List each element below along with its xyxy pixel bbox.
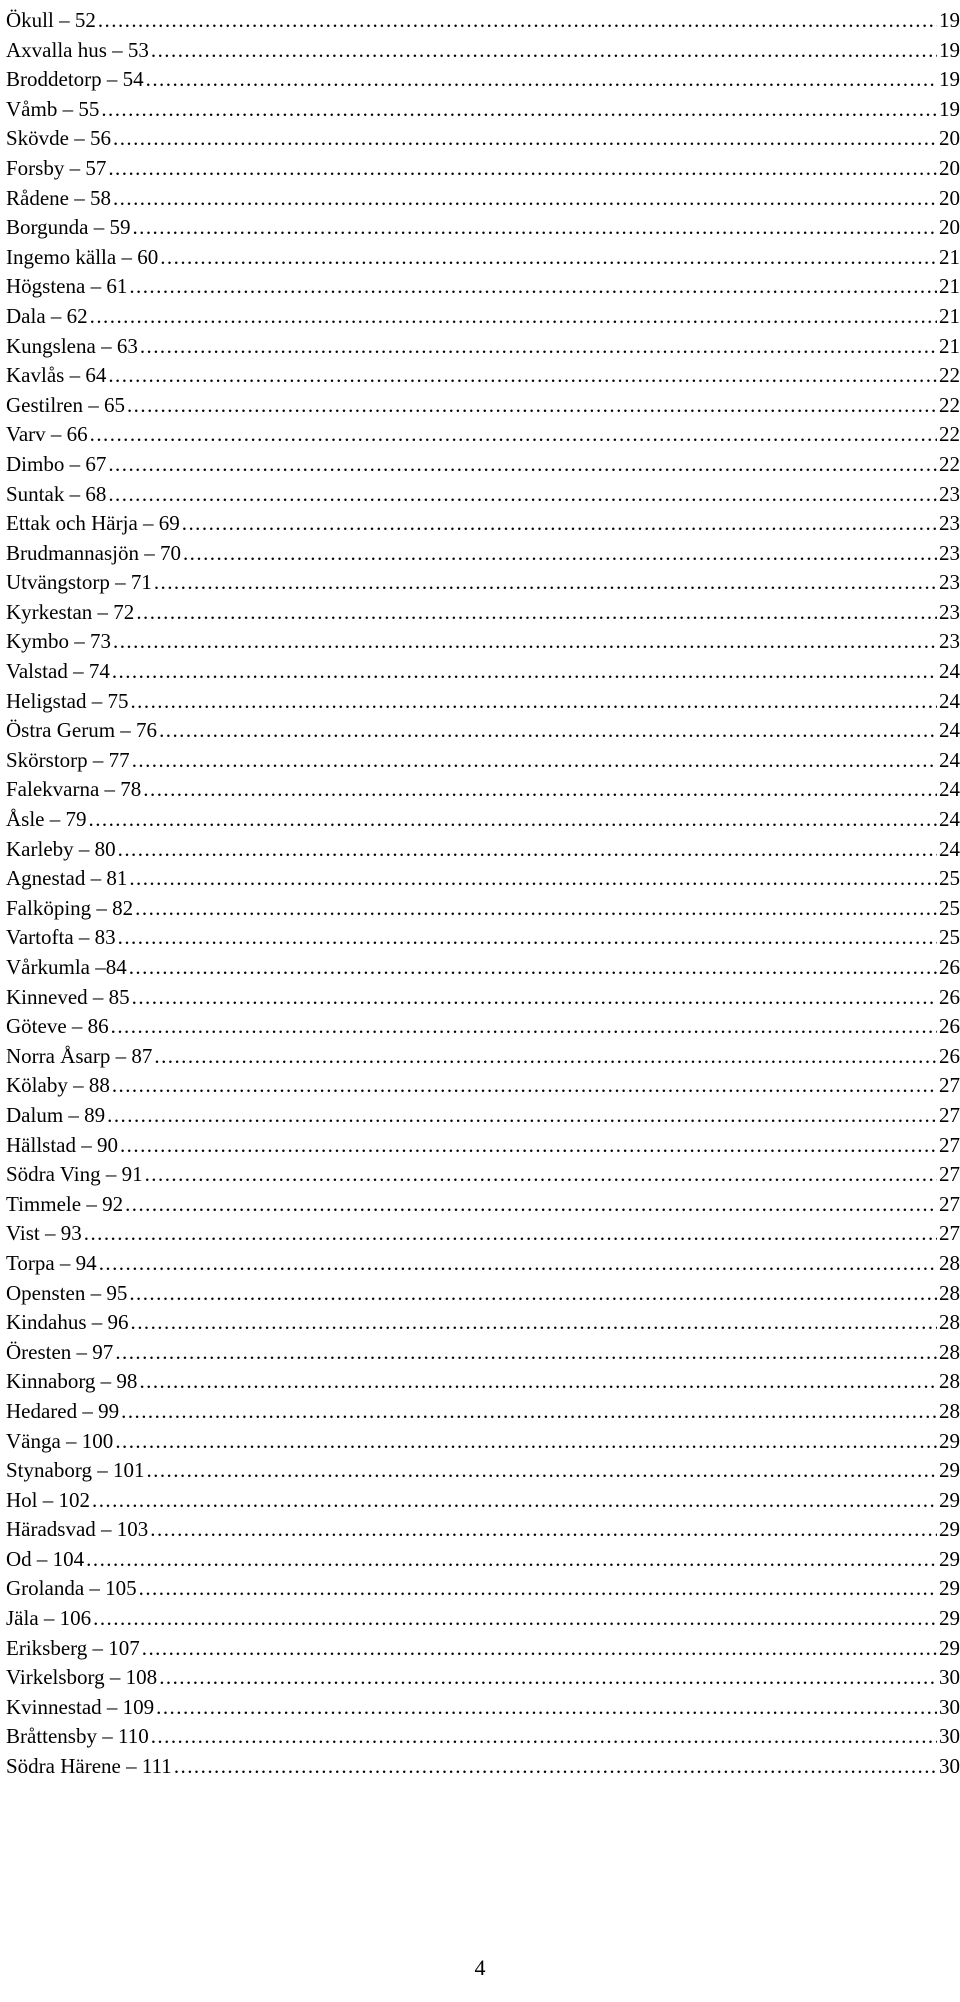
toc-entry: [6, 1634, 960, 1664]
toc-dot-leader: [145, 1160, 937, 1190]
toc-entry: [6, 716, 960, 746]
toc-entry-title: Agnestad – 81: [6, 866, 128, 891]
toc-entry: [6, 1338, 960, 1368]
toc-entry-page: 19: [939, 8, 960, 32]
toc-dot-leader: [127, 391, 937, 421]
toc-entry-title: Varv – 66: [6, 422, 88, 447]
toc-entry: [6, 36, 960, 66]
toc-entry: [6, 894, 960, 924]
toc-dot-leader: [132, 213, 937, 243]
toc-entry-title: Kinnaborg – 98: [6, 1369, 138, 1394]
toc-entry: [6, 1367, 960, 1397]
toc-entry-page: 27: [939, 1162, 960, 1187]
toc-entry: [6, 864, 960, 894]
toc-dot-leader: [159, 1663, 937, 1693]
toc-entry-page: 23: [939, 481, 960, 506]
toc-entry: [6, 509, 960, 539]
toc-entry: [6, 1515, 960, 1545]
toc-entry-page: 30: [939, 1665, 960, 1690]
toc-entry-page: 29: [939, 1606, 960, 1631]
toc-entry: [6, 391, 960, 421]
toc-dot-leader: [115, 1338, 937, 1368]
toc-entry-title: Karleby – 80: [6, 836, 116, 861]
toc-entry: [6, 332, 960, 362]
toc-entry-page: 23: [939, 511, 960, 536]
toc-entry: [6, 213, 960, 243]
toc-entry-title: Kvinnestad – 109: [6, 1694, 155, 1719]
toc-dot-leader: [101, 95, 937, 125]
toc-dot-leader: [151, 36, 937, 66]
toc-entry: [6, 1574, 960, 1604]
toc-entry-page: 27: [939, 1073, 960, 1098]
toc-entry-title: Södra Ving – 91: [6, 1162, 143, 1187]
toc-entry-title: Heligstad – 75: [6, 688, 129, 713]
toc-entry-page: 20: [939, 155, 960, 180]
toc-entry-page: 27: [939, 1102, 960, 1127]
toc-entry-title: Virkelsborg – 108: [6, 1665, 158, 1690]
toc-entry-page: 30: [939, 1754, 960, 1779]
toc-dot-leader: [139, 1574, 937, 1604]
toc-entry-page: 20: [939, 185, 960, 210]
toc-dot-leader: [132, 746, 937, 776]
toc-entry-page: 21: [939, 333, 960, 358]
toc-entry-title: Od – 104: [6, 1546, 85, 1571]
toc-entry-page: 25: [939, 925, 960, 950]
toc-entry-title: Högstena – 61: [6, 274, 128, 299]
toc-entry-title: Vist – 93: [6, 1221, 82, 1246]
toc-entry-page: 26: [939, 984, 960, 1009]
toc-entry-title: Dimbo – 67: [6, 451, 107, 476]
toc-entry-title: Ingemo källa – 60: [6, 244, 159, 269]
toc-entry: [6, 805, 960, 835]
toc-dot-leader: [115, 1427, 937, 1457]
toc-entry: [6, 124, 960, 154]
toc-dot-leader: [118, 923, 937, 953]
toc-dot-leader: [132, 983, 937, 1013]
toc-entry-page: 28: [939, 1280, 960, 1305]
toc-entry-page: 28: [939, 1339, 960, 1364]
toc-entry-page: 22: [939, 422, 960, 447]
toc-entry-title: Våmb – 55: [6, 96, 100, 121]
toc-entry-title: Torpa – 94: [6, 1250, 97, 1275]
toc-dot-leader: [159, 716, 937, 746]
toc-entry-title: Borgunda – 59: [6, 215, 131, 240]
toc-entry: [6, 1456, 960, 1486]
toc-dot-leader: [129, 953, 937, 983]
toc-dot-leader: [92, 1486, 937, 1516]
toc-entry-title: Rådene – 58: [6, 185, 111, 210]
toc-entry: [6, 687, 960, 717]
toc-entry-title: Vänga – 100: [6, 1428, 114, 1453]
toc-entry: [6, 1397, 960, 1427]
toc-entry-page: 23: [939, 599, 960, 624]
toc-entry: [6, 6, 960, 36]
toc-entry-page: 20: [939, 126, 960, 151]
toc-entry-page: 23: [939, 570, 960, 595]
toc-dot-leader: [156, 1693, 937, 1723]
toc-entry-title: Södra Härene – 111: [6, 1754, 172, 1779]
toc-entry-title: Häradsvad – 103: [6, 1517, 149, 1542]
toc-entry: [6, 1190, 960, 1220]
toc-entry-title: Dalum – 89: [6, 1102, 106, 1127]
toc-dot-leader: [90, 302, 937, 332]
toc-entry-title: Kyrkestan – 72: [6, 599, 135, 624]
toc-entry-title: Utvängstorp – 71: [6, 570, 152, 595]
toc-entry-title: Timmele – 92: [6, 1191, 124, 1216]
toc-entry: [6, 1160, 960, 1190]
toc-dot-leader: [89, 805, 938, 835]
toc-entry-page: 22: [939, 392, 960, 417]
toc-dot-leader: [108, 154, 937, 184]
toc-entry-page: 24: [939, 836, 960, 861]
toc-entry-title: Göteve – 86: [6, 1014, 109, 1039]
toc-dot-leader: [135, 894, 937, 924]
toc-entry-title: Broddetorp – 54: [6, 67, 144, 92]
toc-dot-leader: [130, 687, 937, 717]
toc-entry-title: Kindahus – 96: [6, 1310, 129, 1335]
toc-entry-page: 21: [939, 274, 960, 299]
toc-entry: [6, 953, 960, 983]
toc-entry-title: Öresten – 97: [6, 1339, 114, 1364]
toc-entry-title: Kavlås – 64: [6, 363, 107, 388]
toc-dot-leader: [93, 1604, 937, 1634]
toc-entry: [6, 243, 960, 273]
toc-entry-title: Falekvarna – 78: [6, 777, 142, 802]
toc-dot-leader: [98, 6, 937, 36]
toc-entry-page: 29: [939, 1428, 960, 1453]
toc-entry-title: Hedared – 99: [6, 1398, 120, 1423]
toc-dot-leader: [107, 1101, 937, 1131]
toc-entry: [6, 1693, 960, 1723]
toc-entry-title: Gestilren – 65: [6, 392, 125, 417]
toc-entry-page: 25: [939, 895, 960, 920]
toc-dot-leader: [113, 627, 937, 657]
toc-entry-page: 28: [939, 1250, 960, 1275]
toc-entry-page: 20: [939, 215, 960, 240]
toc-entry: [6, 1042, 960, 1072]
toc-dot-leader: [136, 598, 937, 628]
toc-entry-page: 27: [939, 1132, 960, 1157]
toc-entry-page: 25: [939, 866, 960, 891]
toc-entry: [6, 1752, 960, 1782]
toc-entry-title: Grolanda – 105: [6, 1576, 137, 1601]
toc-entry: [6, 480, 960, 510]
toc-entry-page: 29: [939, 1635, 960, 1660]
toc-entry: [6, 65, 960, 95]
toc-entry-page: 29: [939, 1546, 960, 1571]
toc-entry: [6, 1012, 960, 1042]
toc-entry-title: Opensten – 95: [6, 1280, 128, 1305]
toc-entry-page: 21: [939, 244, 960, 269]
toc-dot-leader: [113, 124, 937, 154]
toc-entry-page: 23: [939, 629, 960, 654]
toc-entry-page: 24: [939, 777, 960, 802]
toc-entry-page: 26: [939, 1014, 960, 1039]
toc-entry: [6, 1486, 960, 1516]
toc-entry-page: 19: [939, 37, 960, 62]
toc-dot-leader: [108, 361, 937, 391]
toc-entry-title: Falköping – 82: [6, 895, 134, 920]
toc-entry-title: Suntak – 68: [6, 481, 107, 506]
toc-entry-title: Åsle – 79: [6, 807, 87, 832]
toc-entry-title: Östra Gerum – 76: [6, 718, 158, 743]
toc-dot-leader: [154, 568, 937, 598]
toc-dot-leader: [112, 1071, 937, 1101]
toc-dot-leader: [154, 1042, 937, 1072]
toc-dot-leader: [143, 775, 937, 805]
toc-entry-page: 22: [939, 363, 960, 388]
toc-entry: [6, 1249, 960, 1279]
toc-dot-leader: [151, 1722, 937, 1752]
toc-entry: [6, 1308, 960, 1338]
toc-entry: [6, 1722, 960, 1752]
toc-dot-leader: [150, 1515, 937, 1545]
toc-entry-title: Hol – 102: [6, 1487, 90, 1512]
toc-dot-leader: [90, 420, 937, 450]
toc-entry: [6, 568, 960, 598]
toc-entry: [6, 272, 960, 302]
toc-entry-title: Kinneved – 85: [6, 984, 130, 1009]
toc-entry: [6, 775, 960, 805]
toc-entry: [6, 1071, 960, 1101]
toc-entry-title: Ettak och Härja – 69: [6, 511, 180, 536]
toc-dot-leader: [86, 1545, 937, 1575]
toc-entry: [6, 302, 960, 332]
toc-entry: [6, 657, 960, 687]
toc-entry: [6, 1219, 960, 1249]
toc-entry: [6, 983, 960, 1013]
toc-entry-title: Eriksberg – 107: [6, 1635, 140, 1660]
table-of-contents: [6, 6, 960, 1782]
toc-entry-title: Forsby – 57: [6, 155, 107, 180]
toc-entry-title: Bråttensby – 110: [6, 1724, 149, 1749]
toc-dot-leader: [118, 835, 937, 865]
toc-dot-leader: [142, 1634, 937, 1664]
toc-dot-leader: [131, 1308, 938, 1338]
toc-dot-leader: [140, 332, 937, 362]
toc-entry: [6, 361, 960, 391]
toc-entry-page: 28: [939, 1369, 960, 1394]
toc-dot-leader: [120, 1131, 937, 1161]
toc-entry: [6, 184, 960, 214]
toc-dot-leader: [125, 1190, 937, 1220]
toc-entry-title: Kölaby – 88: [6, 1073, 110, 1098]
toc-entry-page: 28: [939, 1398, 960, 1423]
toc-entry-page: 26: [939, 955, 960, 979]
toc-dot-leader: [139, 1367, 937, 1397]
toc-entry-page: 30: [939, 1724, 960, 1749]
toc-entry-title: Skövde – 56: [6, 126, 111, 151]
toc-dot-leader: [174, 1752, 937, 1782]
toc-dot-leader: [146, 65, 937, 95]
toc-entry-title: Vårkumla –84: [6, 955, 127, 979]
toc-entry: [6, 598, 960, 628]
toc-entry-page: 29: [939, 1458, 960, 1483]
toc-dot-leader: [99, 1249, 937, 1279]
toc-entry-page: 24: [939, 718, 960, 743]
toc-entry: [6, 1279, 960, 1309]
toc-entry-page: 19: [939, 67, 960, 92]
toc-entry-title: Skörstorp – 77: [6, 747, 130, 772]
toc-entry-title: Norra Åsarp – 87: [6, 1043, 153, 1068]
toc-entry-page: 24: [939, 659, 960, 684]
toc-entry: [6, 1427, 960, 1457]
toc-entry-page: 28: [939, 1310, 960, 1335]
toc-entry-page: 29: [939, 1576, 960, 1601]
toc-dot-leader: [84, 1219, 937, 1249]
toc-entry: [6, 1663, 960, 1693]
toc-entry-title: Stynaborg – 101: [6, 1458, 145, 1483]
toc-entry: [6, 1545, 960, 1575]
toc-entry: [6, 1604, 960, 1634]
toc-entry-title: Vartofta – 83: [6, 925, 116, 950]
toc-entry: [6, 1101, 960, 1131]
toc-entry-page: 27: [939, 1191, 960, 1216]
toc-entry-page: 19: [939, 96, 960, 121]
toc-entry: [6, 539, 960, 569]
toc-entry-page: 27: [939, 1221, 960, 1246]
toc-entry-title: Brudmannasjön – 70: [6, 540, 181, 565]
toc-entry: [6, 835, 960, 865]
page-number: 4: [474, 1955, 486, 1980]
toc-entry-page: 30: [939, 1694, 960, 1719]
toc-entry-title: Dala – 62: [6, 303, 88, 328]
toc-dot-leader: [108, 480, 937, 510]
toc-dot-leader: [121, 1397, 937, 1427]
toc-dot-leader: [112, 657, 937, 687]
toc-entry: [6, 746, 960, 776]
toc-entry-title: Valstad – 74: [6, 659, 110, 684]
toc-entry-page: 23: [939, 540, 960, 565]
toc-entry-page: 26: [939, 1043, 960, 1068]
toc-dot-leader: [182, 509, 937, 539]
toc-dot-leader: [129, 864, 937, 894]
toc-entry-title: Jäla – 106: [6, 1606, 92, 1631]
toc-dot-leader: [146, 1456, 937, 1486]
toc-dot-leader: [129, 1279, 937, 1309]
toc-dot-leader: [113, 184, 937, 214]
toc-dot-leader: [183, 539, 937, 569]
toc-entry-page: 22: [939, 451, 960, 476]
toc-entry-page: 24: [939, 807, 960, 832]
toc-dot-leader: [160, 243, 937, 273]
toc-entry-page: 29: [939, 1487, 960, 1512]
toc-entry-title: Kymbo – 73: [6, 629, 111, 654]
toc-entry: [6, 923, 960, 953]
toc-entry-title: Kungslena – 63: [6, 333, 138, 358]
toc-entry: [6, 420, 960, 450]
toc-dot-leader: [108, 450, 937, 480]
toc-entry-title: Hällstad – 90: [6, 1132, 118, 1157]
toc-entry-page: 24: [939, 747, 960, 772]
toc-entry: [6, 450, 960, 480]
toc-entry-page: 24: [939, 688, 960, 713]
toc-entry-title: Ökull – 52: [6, 8, 96, 32]
toc-entry-title: Axvalla hus – 53: [6, 37, 149, 62]
toc-entry: [6, 154, 960, 184]
toc-dot-leader: [129, 272, 937, 302]
toc-entry-page: 29: [939, 1517, 960, 1542]
toc-entry: [6, 1131, 960, 1161]
toc-entry: [6, 627, 960, 657]
toc-entry: [6, 95, 960, 125]
toc-dot-leader: [111, 1012, 937, 1042]
toc-entry-page: 21: [939, 303, 960, 328]
